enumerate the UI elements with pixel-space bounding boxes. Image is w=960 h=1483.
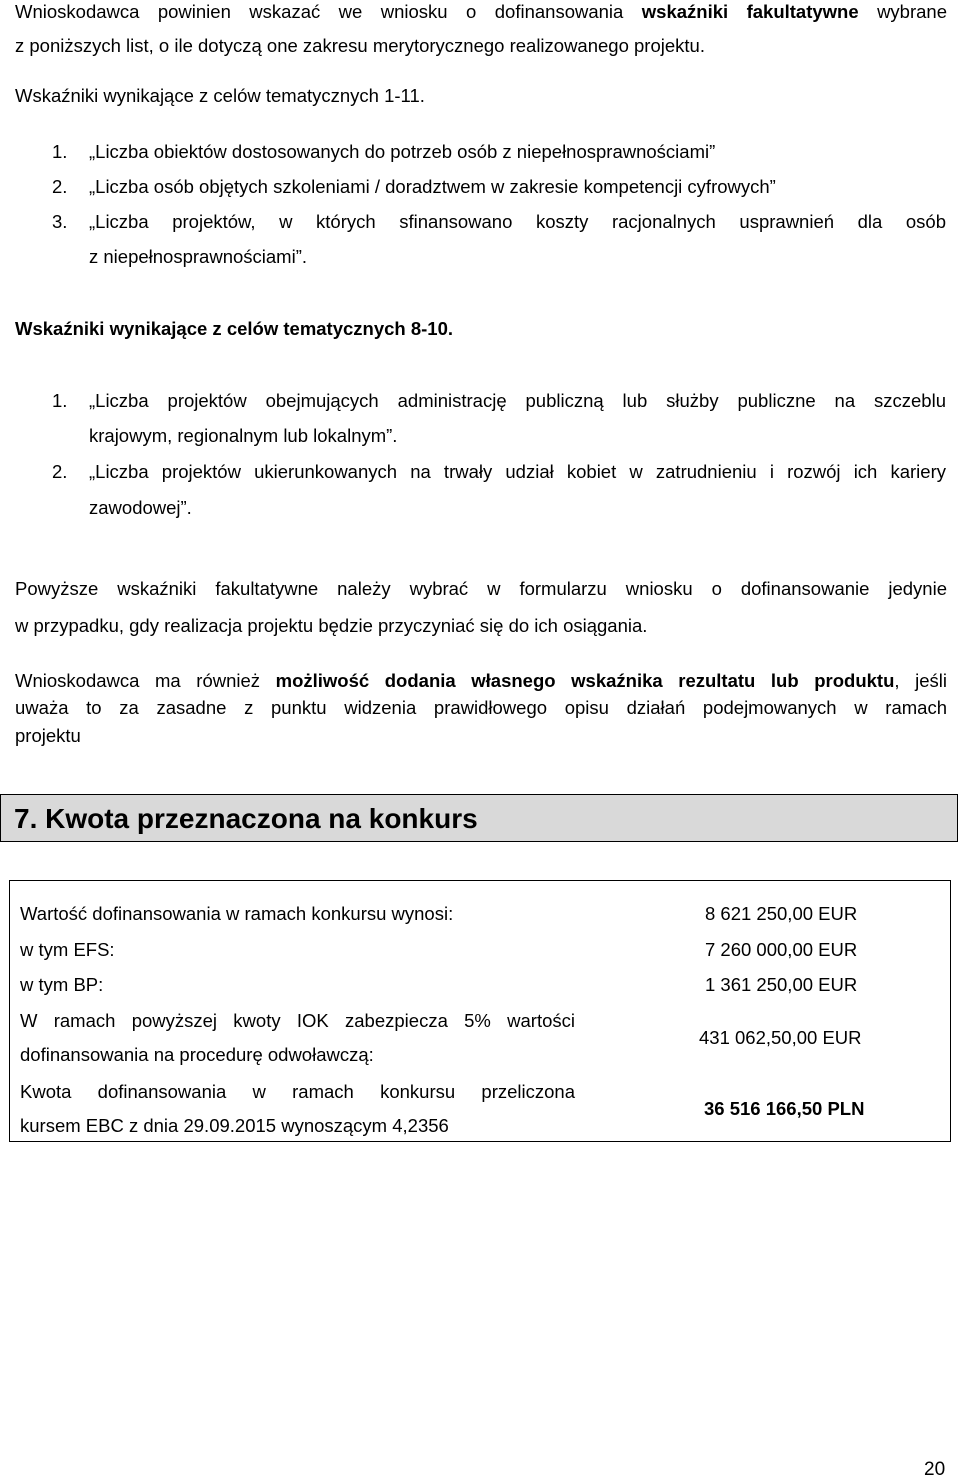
amount-value-total: 36 516 166,50 PLN — [704, 1098, 865, 1119]
list-item-text-continued: z niepełnosprawnościami”. — [89, 246, 307, 267]
list-item-text: „Liczba obiektów dostosowanych do potrzeb osób z niepełnosprawnościami” — [89, 141, 716, 162]
section-heading: 7. Kwota przeznaczona na konkurs — [14, 803, 478, 834]
amount-label: w tym EFS: — [20, 939, 115, 960]
list-item-number: 1. — [52, 141, 68, 162]
intro-bold-phrase: wskaźniki fakultatywne — [641, 1, 859, 22]
amount-label-continued: dofinansowania na procedurę odwoławczą: — [20, 1044, 374, 1065]
own-para-line-2: uważa to za zasadne z punktu widzenia prawidłowego opisu działań podejmowanych w ramach — [15, 697, 947, 718]
amount-label-continued: kursem EBC z dnia 29.09.2015 wynoszącym 4,2356 — [20, 1115, 449, 1136]
list-item-text-continued: zawodowej”. — [89, 497, 192, 518]
amount-value: 1 361 250,00 EUR — [705, 974, 858, 995]
amount-label: Wartość dofinansowania w ramach konkursu wynosi: — [20, 903, 454, 924]
own-para-bold-phrase: możliwość dodania własnego wskaźnika rezultatu lub produktu — [275, 670, 895, 691]
intro-line-2: z poniższych list, o ile dotyczą one zakresu merytorycznego realizowanego projektu. — [15, 35, 705, 56]
list-item-number: 3. — [52, 211, 68, 232]
own-para-line-1: Wnioskodawca ma również możliwość dodania własnego wskaźnika rezultatu lub produktu, jeśli — [15, 670, 947, 691]
list-item-text: „Liczba projektów obejmujących administrację publiczną lub służby publiczne na szczeblu — [89, 390, 946, 411]
list-item-number: 1. — [52, 390, 68, 411]
amount-value: 8 621 250,00 EUR — [705, 903, 858, 924]
list-item-text: „Liczba projektów, w których sfinansowano koszty racjonalnych usprawnień dla osób — [89, 211, 946, 232]
list-item-number: 2. — [52, 461, 68, 482]
amount-value: 431 062,50,00 EUR — [699, 1027, 862, 1048]
group1-title: Wskaźniki wynikające z celów tematycznych 1-11. — [15, 85, 425, 106]
list-item-number: 2. — [52, 176, 68, 197]
amount-label: w tym BP: — [20, 974, 104, 995]
list-item-text: „Liczba projektów ukierunkowanych na trwały udział kobiet w zatrudnieniu i rozwój ich kariery — [89, 461, 946, 482]
optional-para-line-2: w przypadku, gdy realizacja projektu będzie przyczyniać się do ich osiągania. — [15, 615, 648, 636]
amount-value: 7 260 000,00 EUR — [705, 939, 858, 960]
section-heading-bar — [0, 794, 958, 842]
list-item-text: „Liczba osób objętych szkoleniami / doradztwem w zakresie kompetencji cyfrowych” — [89, 176, 776, 197]
group2-title: Wskaźniki wynikające z celów tematycznych 8-10. — [15, 318, 454, 339]
amount-label: Kwota dofinansowania w ramach konkursu przeliczona — [20, 1081, 575, 1102]
own-para-line-3: projektu — [15, 725, 81, 746]
intro-line-1: Wnioskodawca powinien wskazać we wniosku o dofinansowania wskaźniki fakultatywne wybrane — [15, 1, 947, 22]
amount-label: W ramach powyższej kwoty IOK zabezpiecza 5% wartości — [20, 1010, 575, 1031]
optional-para-line-1: Powyższe wskaźniki fakultatywne należy wybrać w formularzu wniosku o dofinansowanie jedynie — [15, 578, 947, 599]
page-number: 20 — [924, 1459, 946, 1480]
list-item-text-continued: krajowym, regionalnym lub lokalnym”. — [89, 425, 398, 446]
